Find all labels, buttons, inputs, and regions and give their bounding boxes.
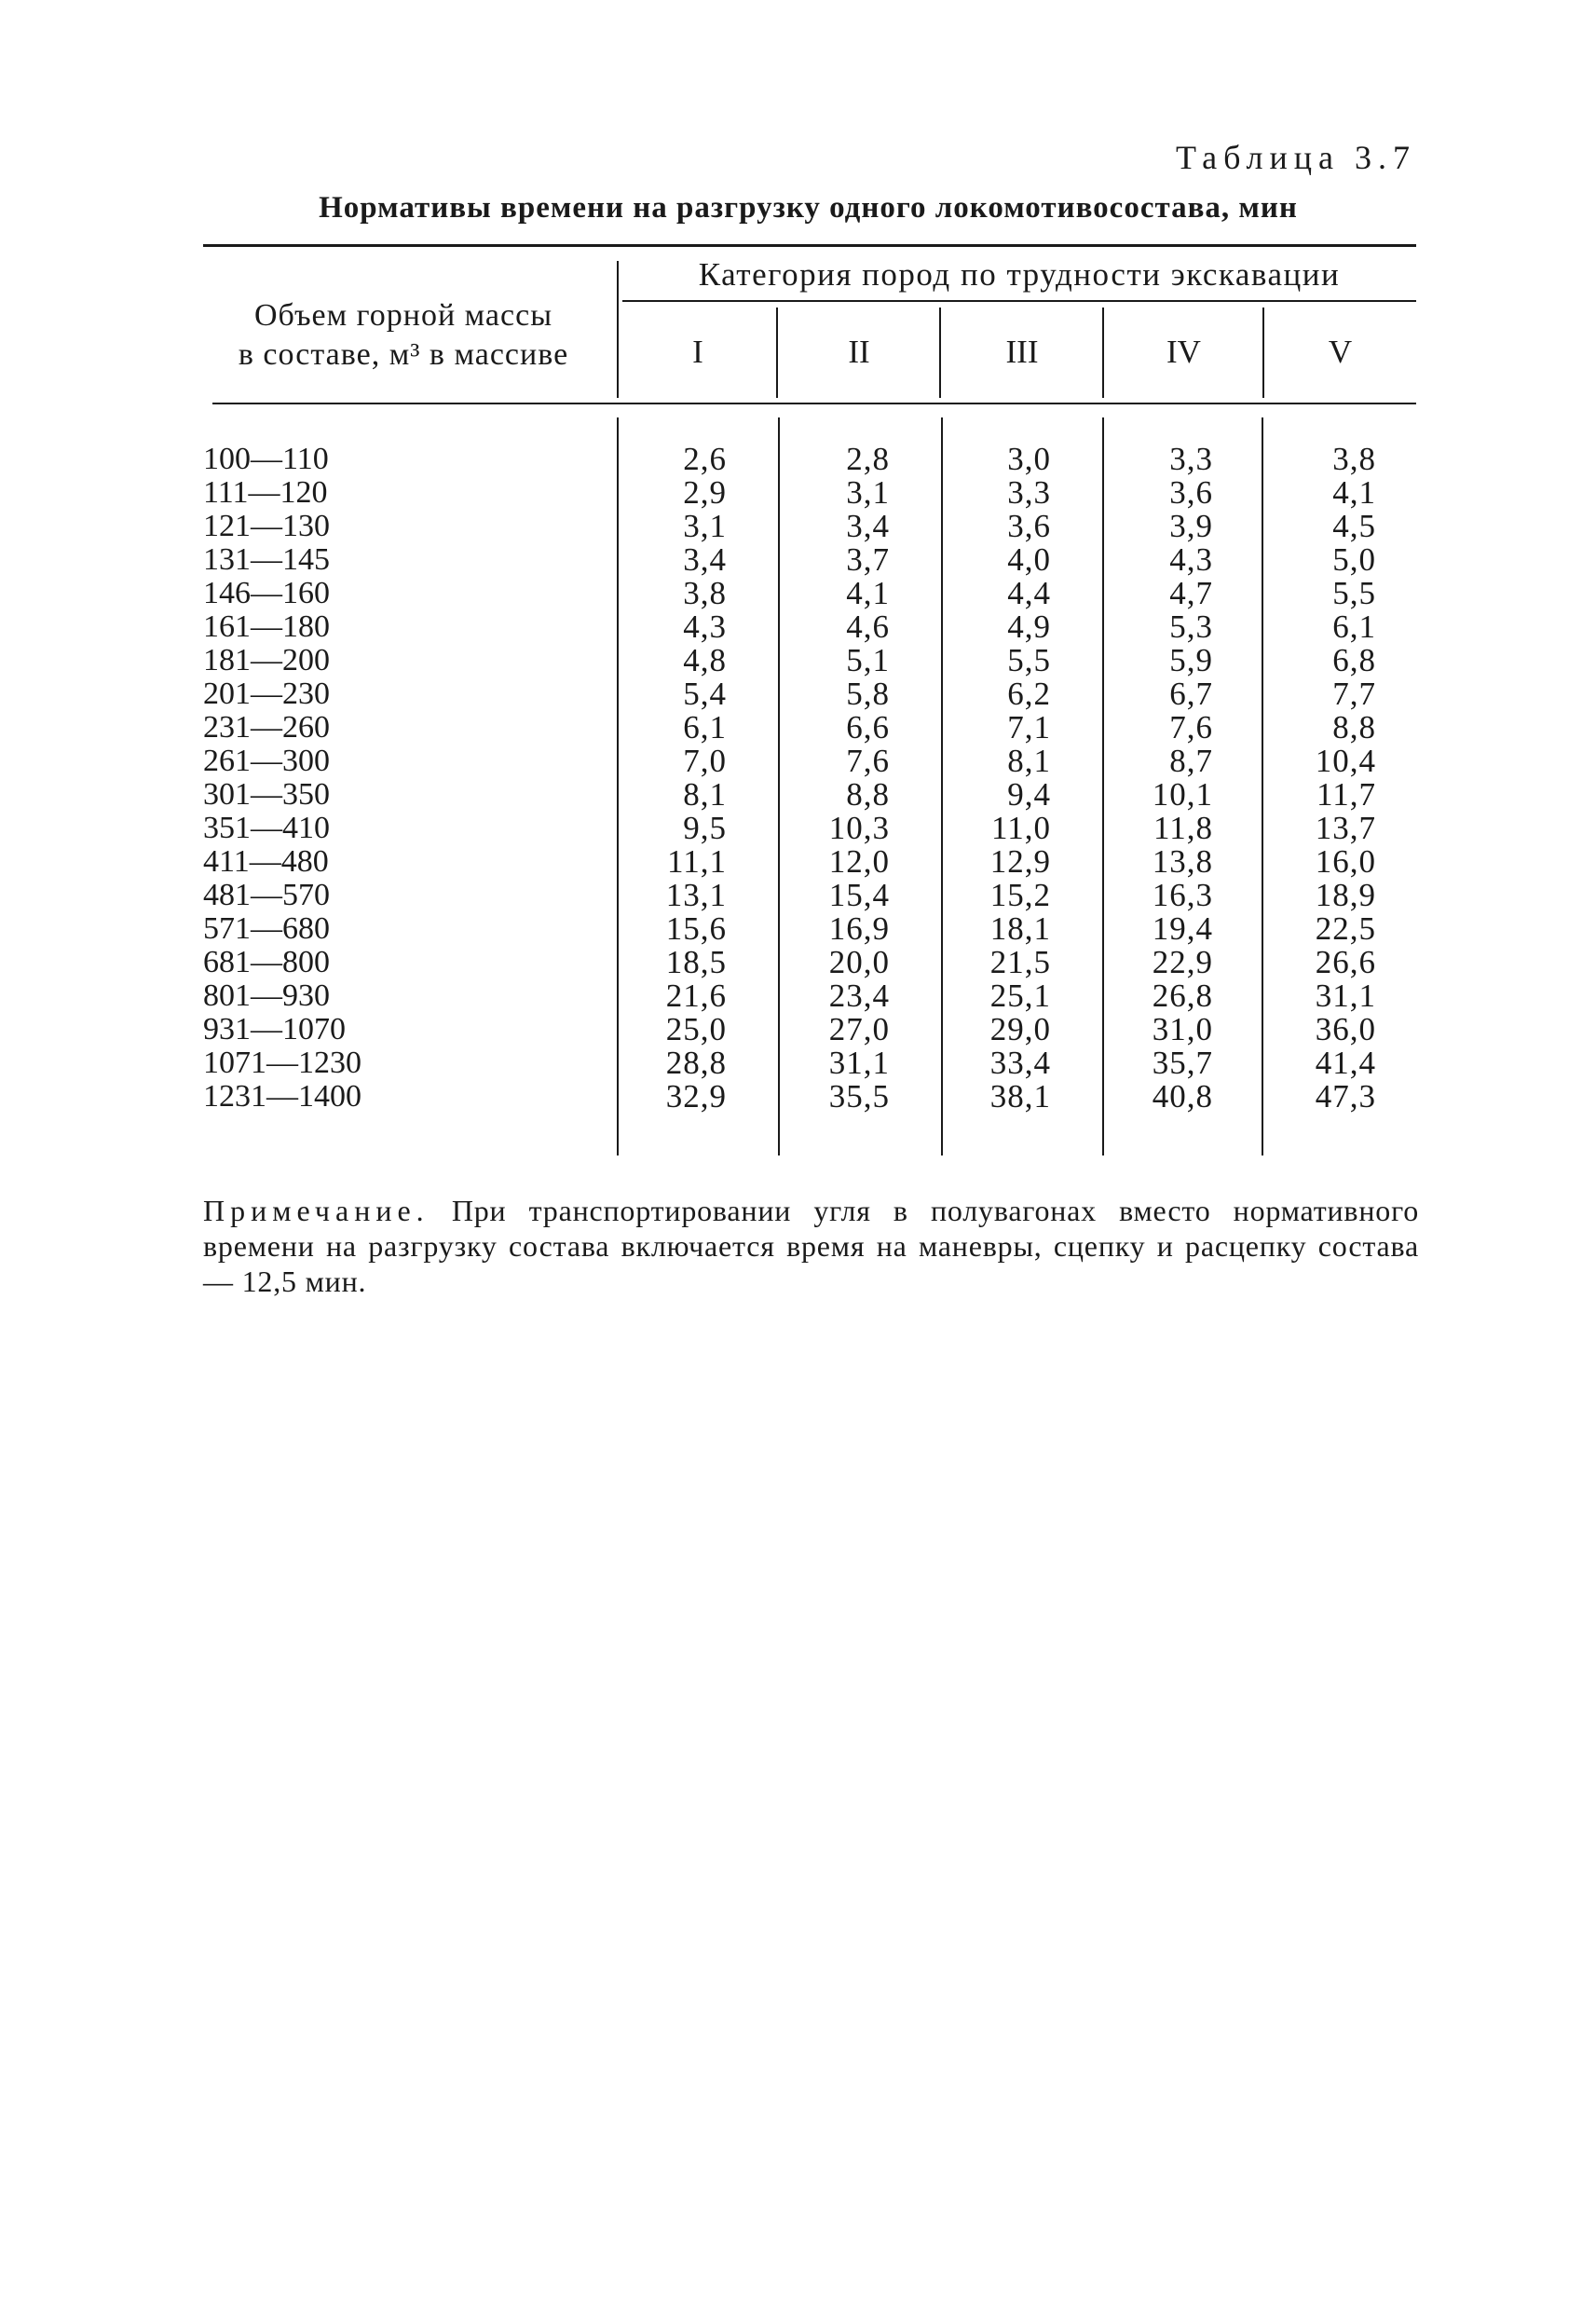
volume-cell: 261—300 [203,744,330,778]
value-cell: 21,6 [665,978,727,1014]
cat1-column [606,443,727,1114]
value-cell: 4,3 [683,609,727,645]
value-cell: 22,9 [1152,944,1213,980]
value-cell: 19,4 [1152,910,1213,947]
value-cell: 6,2 [1007,676,1051,712]
value-cell: 4,6 [846,609,890,645]
volume-cell: 111—120 [203,475,328,510]
value-cell: 5,8 [846,676,890,712]
value-cell: 3,0 [1007,441,1051,477]
value-cell: 10,3 [828,810,890,846]
volume-cell: 681—800 [203,945,330,979]
value-cell: 3,9 [1169,508,1213,544]
value-cell: 5,3 [1169,609,1213,645]
note-text: При транспортировании угля в полувагонах вместо нормативного времени на разгрузку состава включается время на маневры, сцепку и расцепку состава — 12,5 мин. [203,1194,1419,1298]
value-cell: 7,0 [683,743,727,779]
volume-column [203,443,483,1114]
value-cell: 18,5 [665,944,727,980]
value-cell: 4,7 [1169,575,1213,611]
category-header: Категория пород по трудности экскавации [698,256,1341,293]
value-cell: 6,1 [1332,609,1376,645]
value-cell: 6,8 [1332,642,1376,678]
value-cell: 26,6 [1315,944,1376,980]
value-cell: 47,3 [1315,1078,1376,1114]
header-vline [617,261,619,398]
value-cell: 3,3 [1007,474,1051,511]
value-cell: 25,1 [989,978,1051,1014]
value-cell: 25,0 [665,1011,727,1047]
volume-cell: 571—680 [203,911,330,946]
value-cell: 11,7 [1316,776,1376,813]
volume-cell: 301—350 [203,777,330,812]
value-cell: 11,8 [1153,810,1213,846]
volume-cell: 181—200 [203,643,330,677]
table-note [203,1193,1419,1299]
value-cell: 6,1 [683,709,727,745]
value-cell: 15,2 [989,877,1051,913]
volume-cell: 481—570 [203,878,330,912]
value-cell: 13,8 [1152,843,1213,880]
value-cell: 8,1 [1007,743,1051,779]
value-cell: 9,4 [1007,776,1051,813]
value-cell: 3,4 [683,541,727,578]
volume-cell: 801—930 [203,978,330,1013]
value-cell: 8,8 [846,776,890,813]
value-cell: 4,3 [1169,541,1213,578]
value-cell: 27,0 [828,1011,890,1047]
value-cell: 3,1 [683,508,727,544]
value-cell: 4,4 [1007,575,1051,611]
cat2-column [769,443,890,1114]
value-cell: 16,3 [1152,877,1213,913]
value-cell: 33,4 [989,1045,1051,1081]
value-cell: 7,6 [1169,709,1213,745]
volume-cell: 351—410 [203,811,330,845]
value-cell: 7,6 [846,743,890,779]
volume-cell: 121—130 [203,509,330,543]
value-cell: 12,9 [989,843,1051,880]
column-header-cat1: I [692,334,703,370]
value-cell: 4,0 [1007,541,1051,578]
value-cell: 3,3 [1169,441,1213,477]
value-cell: 3,4 [846,508,890,544]
top-rule [203,244,1416,247]
value-cell: 13,1 [665,877,727,913]
cat3-column [930,443,1051,1114]
value-cell: 8,8 [1332,709,1376,745]
value-cell: 7,1 [1007,709,1051,745]
column-header-cat5: V [1328,334,1353,370]
value-cell: 3,7 [846,541,890,578]
volume-cell: 100—110 [203,442,329,476]
value-cell: 22,5 [1315,910,1376,947]
value-cell: 40,8 [1152,1078,1213,1114]
value-cell: 38,1 [989,1078,1051,1114]
value-cell: 16,0 [1315,843,1376,880]
value-cell: 20,0 [828,944,890,980]
volume-cell: 161—180 [203,609,330,644]
value-cell: 4,8 [683,642,727,678]
value-cell: 35,7 [1152,1045,1213,1081]
volume-header-line1: Объем горной массы [253,298,553,333]
volume-cell: 1071—1230 [203,1046,361,1080]
value-cell: 9,5 [683,810,727,846]
cat5-column [1255,443,1376,1114]
volume-cell: 231—260 [203,710,330,745]
value-cell: 10,4 [1315,743,1376,779]
value-cell: 8,7 [1169,743,1213,779]
volume-cell: 411—480 [203,844,329,879]
value-cell: 5,9 [1169,642,1213,678]
volume-cell: 931—1070 [203,1012,346,1046]
value-cell: 7,7 [1332,676,1376,712]
value-cell: 2,8 [846,441,890,477]
value-cell: 4,5 [1332,508,1376,544]
category-rule [622,300,1416,302]
value-cell: 15,6 [665,910,727,947]
value-cell: 5,0 [1332,541,1376,578]
value-cell: 13,7 [1315,810,1376,846]
value-cell: 2,6 [683,441,727,477]
value-cell: 5,1 [846,642,890,678]
value-cell: 4,1 [1332,474,1376,511]
value-cell: 21,5 [989,944,1051,980]
column-header-cat2: II [848,334,870,370]
value-cell: 2,9 [683,474,727,511]
value-cell: 41,4 [1315,1045,1376,1081]
value-cell: 15,4 [828,877,890,913]
value-cell: 31,0 [1152,1011,1213,1047]
volume-cell: 201—230 [203,677,330,711]
volume-cell: 1231—1400 [203,1079,361,1114]
value-cell: 3,8 [1332,441,1376,477]
value-cell: 10,1 [1152,776,1213,813]
table-title: Нормативы времени на разгрузку одного локомотивосостава, мин [319,191,1298,225]
column-header-cat3: III [1005,334,1039,370]
value-cell: 6,7 [1169,676,1213,712]
value-cell: 4,9 [1007,609,1051,645]
header-bottom-rule [212,403,1416,404]
value-cell: 3,8 [683,575,727,611]
value-cell: 3,1 [846,474,890,511]
volume-header [203,296,604,375]
value-cell: 36,0 [1315,1011,1376,1047]
value-cell: 16,9 [828,910,890,947]
value-cell: 6,6 [846,709,890,745]
value-cell: 31,1 [828,1045,890,1081]
table-number: Таблица 3.7 [1176,139,1416,176]
value-cell: 31,1 [1315,978,1376,1014]
value-cell: 5,4 [683,676,727,712]
value-cell: 18,1 [989,910,1051,947]
volume-cell: 131—145 [203,542,330,577]
value-cell: 32,9 [665,1078,727,1114]
note-heading: Примечание. [203,1194,430,1227]
value-cell: 8,1 [683,776,727,813]
volume-header-line2: в составе, м³ в массиве [238,337,569,372]
column-header-cat4: IV [1166,334,1201,370]
value-cell: 18,9 [1315,877,1376,913]
value-cell: 5,5 [1332,575,1376,611]
volume-cell: 146—160 [203,576,330,610]
value-cell: 11,0 [991,810,1051,846]
value-cell: 23,4 [828,978,890,1014]
value-cell: 3,6 [1169,474,1213,511]
value-cell: 3,6 [1007,508,1051,544]
value-cell: 5,5 [1007,642,1051,678]
value-cell: 11,1 [667,843,727,880]
value-cell: 26,8 [1152,978,1213,1014]
value-cell: 28,8 [665,1045,727,1081]
value-cell: 29,0 [989,1011,1051,1047]
cat4-column [1092,443,1213,1114]
value-cell: 12,0 [828,843,890,880]
value-cell: 4,1 [846,575,890,611]
value-cell: 35,5 [828,1078,890,1114]
